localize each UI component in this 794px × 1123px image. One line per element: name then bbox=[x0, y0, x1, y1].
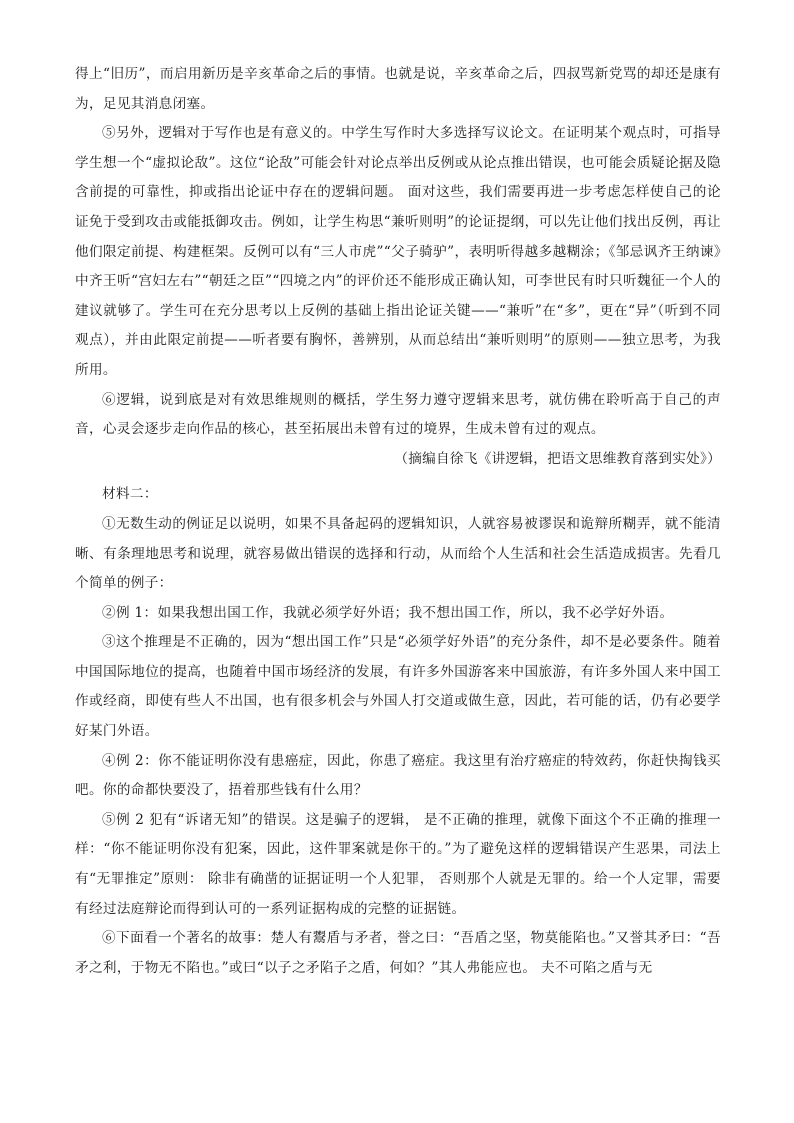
paragraph-continuation: 得上“旧历”，而启用新历是辛亥革命之后的事情。也就是说，辛亥革命之后，四叔骂新党骂的却还是康有为，足见其消息闭塞。 bbox=[75, 66, 721, 112]
paragraph-6: ⑥逻辑，说到底是对有效思维规则的概括，学生努力遵守逻辑来思考，就仿佛在聆听高于自己的声音，心灵会逐步走向作品的核心，甚至拓展出未曾有过的境界，生成未曾有过的观点。 bbox=[75, 391, 721, 438]
material-2-paragraph-2: ②例 1：如果我想出国工作，我就必须学好外语；我不想出国工作，所以，我不必学好外语。 bbox=[102, 604, 674, 621]
source-citation: （摘编自徐飞《讲逻辑，把语文思维教育落到实处》） bbox=[394, 450, 721, 467]
material-2-heading: 材料二： bbox=[102, 486, 158, 503]
paragraph-5: ⑤另外，逻辑对于写作也是有意义的。中学生写作时大多选择写议论文。在证明某个观点时，可指导学生想一个“虚拟论敌”。这位“论敌”可能会针对论点举出反例或从论点推出错误，也可能会质疑论据及隐含前提的可靠性，抑或指出论证中存在的逻辑问题。 面对这些，我们需要再进一步考虑怎样使自己的论证免于受到攻击或能抵御攻击。例如，让学生构思“兼听则明”的论证提纲，可以先让他们找出反例，再让他们限定前提、构建框架。反例可以有“三人市虎”“父子骑驴”，表明听得越多越糊涂；《邹忌讽齐王纳谏》中齐王听“宫妇左右”“朝廷之臣”“四境之内”的评价还不能形成正确认知，可李世民有时只听魏征一个人的建议就够了。学生可在充分思考以上反例的基础上指出论证关键——“兼听”在“多”，更在“异”（听到不同观点），并由此限定前提——听者要有胸怀，善辨别，从而总结出“兼听则明”的原则——独立思考，为我所用。 bbox=[75, 125, 721, 378]
material-2-paragraph-3: ③这个推理是不正确的，因为“想出国工作”只是“必须学好外语”的充分条件，却不是必要条件。随着中国国际地位的提高，也随着中国市场经济的发展，有许多外国游客来中国旅游，有许多外国人来中国工作或经商，即使有些人不出国，也有很多机会与外国人打交道或做生意，因此，若可能的话，仍有必要学好某门外语。 bbox=[75, 634, 721, 740]
material-2-paragraph-4: ④例 2：你不能证明你没有患癌症，因此，你患了癌症。我这里有治疗癌症的特效药，你赶快掏钱买吧。你的命都快要没了，捂着那些钱有什么用？ bbox=[75, 752, 721, 799]
material-2-paragraph-6: ⑥下面看一个著名的故事：楚人有鬻盾与矛者，誉之曰：“吾盾之坚，物莫能陷也。”又誉其矛曰：“吾矛之利，于物无不陷也。”或曰“以子之矛陷子之盾，何如？”其人弗能应也。 夫不可陷之盾与无 bbox=[75, 930, 721, 976]
material-2-paragraph-1: ①无数生动的例证足以说明，如果不具备起码的逻辑知识，人就容易被谬误和诡辩所糊弄，就不能清晰、有条理地思考和说理，就容易做出错误的选择和行动，从而给个人生活和社会生活造成损害。先看几个简单的例子： bbox=[75, 515, 721, 592]
material-2-paragraph-5: ⑤例 2 犯有“诉诸无知”的错误。这是骗子的逻辑， 是不正确的推理，就像下面这个不正确的推理一样：“你不能证明你没有犯案，因此，这件罪案就是你干的。”为了避免这样的逻辑错误产生恶果，司法上有“无罪推定”原则： 除非有确凿的证据证明一个人犯罪， 否则那个人就是无罪的。给一个人定罪，需要有经过法庭辩论而得到认可的一系列证据构成的完整的证据链。 bbox=[75, 811, 721, 917]
document-page bbox=[75, 60, 721, 983]
